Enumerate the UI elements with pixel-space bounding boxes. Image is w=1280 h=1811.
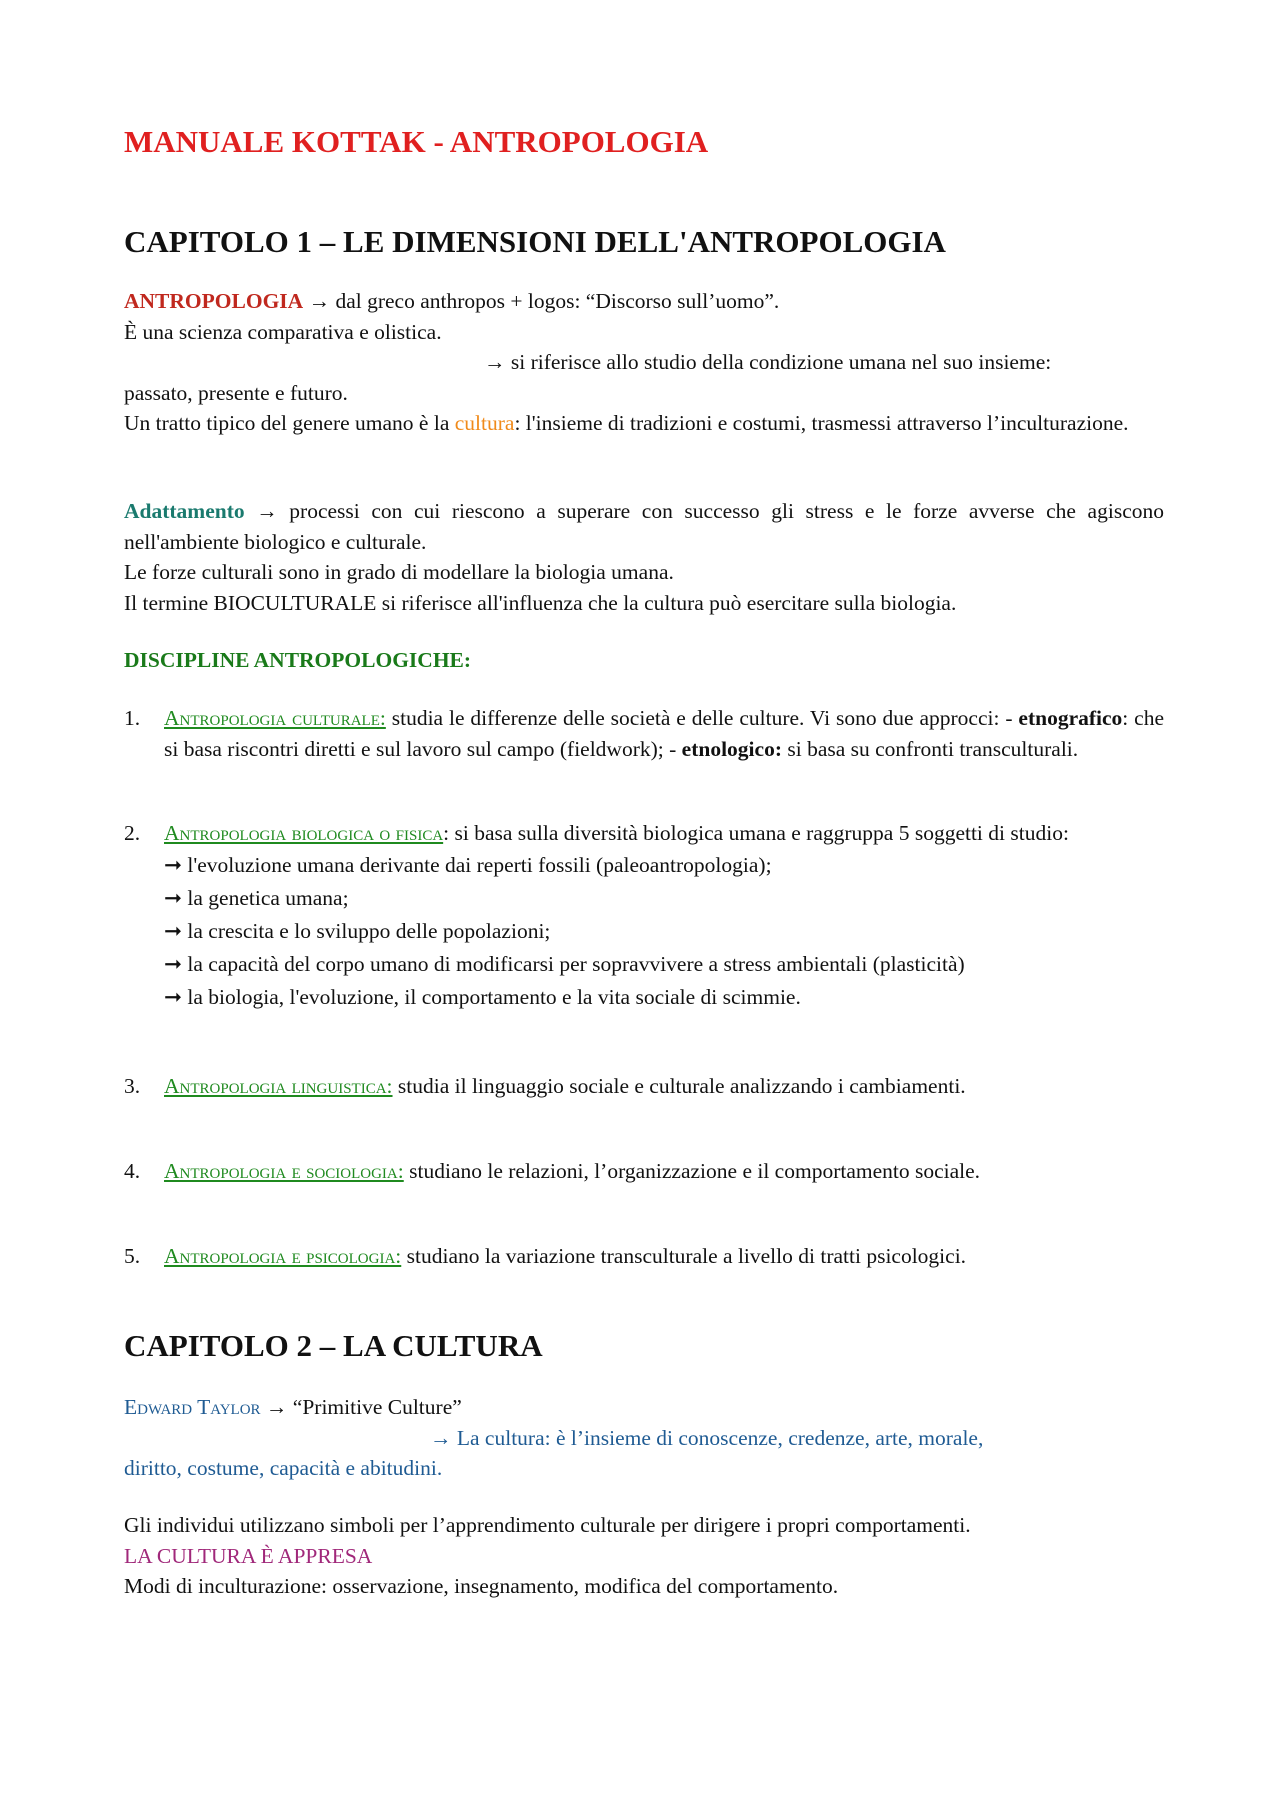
item1-text-b: : che si basa riscontri diretti e sul lavoro sul campo (fieldwork); - (164, 706, 1164, 761)
item1-bold-etnologico: etnologico: (681, 736, 782, 761)
paragraph-adattamento (124, 496, 1164, 618)
taylor-work: → “Primitive Culture” (260, 1395, 462, 1419)
adattamento-line2: Le forze culturali sono in grado di modellare la biologia umana. (124, 560, 674, 584)
antropologia-line3: → si riferisce allo studio della condizione umana nel suo insieme: (484, 350, 1052, 374)
list-item (124, 1241, 1164, 1272)
link-antropologia-biologica[interactable]: Antropologia biologica o fisica (164, 821, 444, 845)
subject-line: ➞ l'evoluzione umana derivante dai reperti fossili (paleoantropologia); (164, 852, 772, 877)
symbols-sentence: Gli individui utilizzano simboli per l’apprendimento culturale per dirigere i propri comportamenti. (124, 1513, 971, 1537)
chapter-2-heading: CAPITOLO 2 – LA CULTURA (124, 1328, 543, 1363)
cultura-line-post: : l'insieme di tradizioni e costumi, trasmessi attraverso l’inculturazione. (514, 411, 1129, 435)
list-number: 3. (124, 1074, 141, 1098)
item1-text-c: si basa su confronti transculturali. (781, 736, 1079, 761)
subject-line: ➞ la genetica umana; (164, 885, 349, 910)
item5-text-a: studiano la variazione transculturale a livello di tratti psicologici. (401, 1244, 967, 1268)
list-item (124, 818, 1164, 1014)
list-item (124, 1156, 1164, 1187)
list-number: 1. (124, 706, 141, 730)
item1-bold-etnografico: etnografico (1018, 706, 1123, 730)
antropologia-line4: passato, presente e futuro. (124, 380, 348, 405)
term-cultura: cultura (454, 411, 515, 435)
author-edward-taylor: Edward Taylor (124, 1395, 261, 1419)
item3-text-a: studia il linguaggio sociale e culturale analizzando i cambiamenti. (392, 1074, 966, 1098)
list-item (124, 1071, 1164, 1102)
term-antropologia: ANTROPOLOGIA (124, 289, 304, 313)
culture-definition-line1: → La cultura: è l’insieme di conoscenze, credenze, arte, morale, (430, 1425, 984, 1450)
list-number: 4. (124, 1159, 141, 1183)
subject-line: ➞ la capacità del corpo umano di modificarsi per sopravvivere a stress ambientali (plasticità) (164, 951, 965, 976)
cultura-line-pre: Un tratto tipico del genere umano è la (124, 411, 455, 435)
antropologia-line2: È una scienza comparativa e olistica. (124, 319, 442, 344)
discipline-heading: DISCIPLINE ANTROPOLOGICHE: (124, 648, 472, 672)
item2-text-a: : si basa sulla diversità biologica umana e raggruppa 5 soggetti di studio: (443, 821, 1069, 845)
list-number: 5. (124, 1244, 141, 1268)
subject-line: ➞ la crescita e lo sviluppo delle popolazioni; (164, 918, 551, 943)
item1-text-a: studia le differenze delle società e delle culture. Vi sono due approcci: - (385, 706, 1019, 730)
item4-text-a: studiano le relazioni, l’organizzazione e il comportamento sociale. (403, 1159, 981, 1183)
list-number: 2. (124, 821, 141, 845)
culture-definition-line2: diritto, costume, capacità e abitudini. (124, 1456, 443, 1480)
link-antropologia-linguistica[interactable]: Antropologia linguistica: (164, 1074, 393, 1098)
paragraph-antropologia (124, 286, 1164, 439)
paragraph-simboli (124, 1510, 1164, 1602)
adattamento-line3: Il termine BIOCULTURALE si riferisce all'influenza che la cultura può esercitare sulla biologia. (124, 590, 957, 615)
list-item (124, 703, 1164, 764)
link-antropologia-psicologia[interactable]: Antropologia e psicologia: (164, 1244, 402, 1268)
chapter-1-heading: CAPITOLO 1 – LE DIMENSIONI DELL'ANTROPOLOGIA (124, 224, 946, 259)
learned-heading: LA CULTURA È APPRESA (124, 1543, 373, 1568)
document-title: MANUALE KOTTAK - ANTROPOLOGIA (124, 124, 709, 159)
antropologia-definition: → dal greco anthropos + logos: “Discorso sull’uomo”. (303, 289, 780, 313)
term-adattamento: Adattamento (124, 499, 245, 523)
paragraph-taylor (124, 1392, 1164, 1484)
link-antropologia-sociologia[interactable]: Antropologia e sociologia: (164, 1159, 404, 1183)
adattamento-definition: → processi con cui riescono a superare con successo gli stress e le forze avverse che agiscono nell'ambiente biologico e culturale. (124, 499, 1164, 554)
link-antropologia-culturale[interactable]: Antropologia culturale: (164, 706, 386, 730)
subject-line: ➞ la biologia, l'evoluzione, il comportamento e la vita sociale di scimmie. (164, 984, 801, 1009)
inculturation-modes: Modi di inculturazione: osservazione, insegnamento, modifica del comportamento. (124, 1574, 839, 1598)
